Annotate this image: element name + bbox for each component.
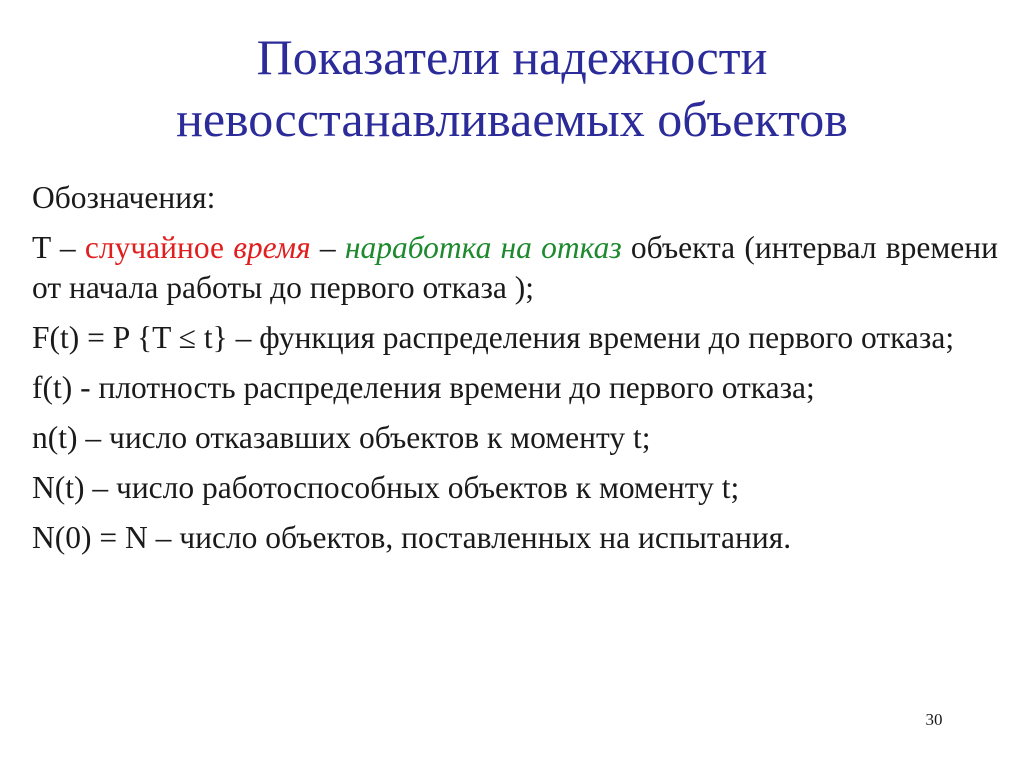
random-label: случайное (84, 230, 234, 265)
title-line-2: невосстанавливаемых объектов (176, 91, 848, 147)
time-label: время (233, 230, 311, 265)
notation-symbol-T: T – (32, 230, 85, 265)
slide-title (0, 26, 1024, 150)
notation-item-N: N(t) – число работоспособных объектов к моменту t; (32, 470, 740, 505)
notation-item-F: F(t) = P {T ≤ t} – функция распределения времени до первого отказа; (32, 320, 955, 355)
notation-item-T-tail: объекта (интервал времени от начала работы до первого отказа ); (32, 230, 998, 305)
notation-list (32, 178, 998, 568)
mtbf-label: наработка на отказ (344, 230, 622, 265)
notation-item-n: n(t) – число отказавших объектов к моменту t; (32, 420, 651, 455)
dash: – (310, 230, 345, 265)
notation-item-N0: N(0) = N – число объектов, поставленных на испытания. (32, 520, 792, 555)
page-number: 30 (925, 710, 943, 729)
notation-item-f: f(t) - плотность распределения времени до первого отказа; (32, 370, 815, 405)
notation-item-T (32, 228, 998, 308)
title-line-1: Показатели надежности (256, 29, 768, 85)
notation-heading: Обозначения: (32, 180, 216, 215)
